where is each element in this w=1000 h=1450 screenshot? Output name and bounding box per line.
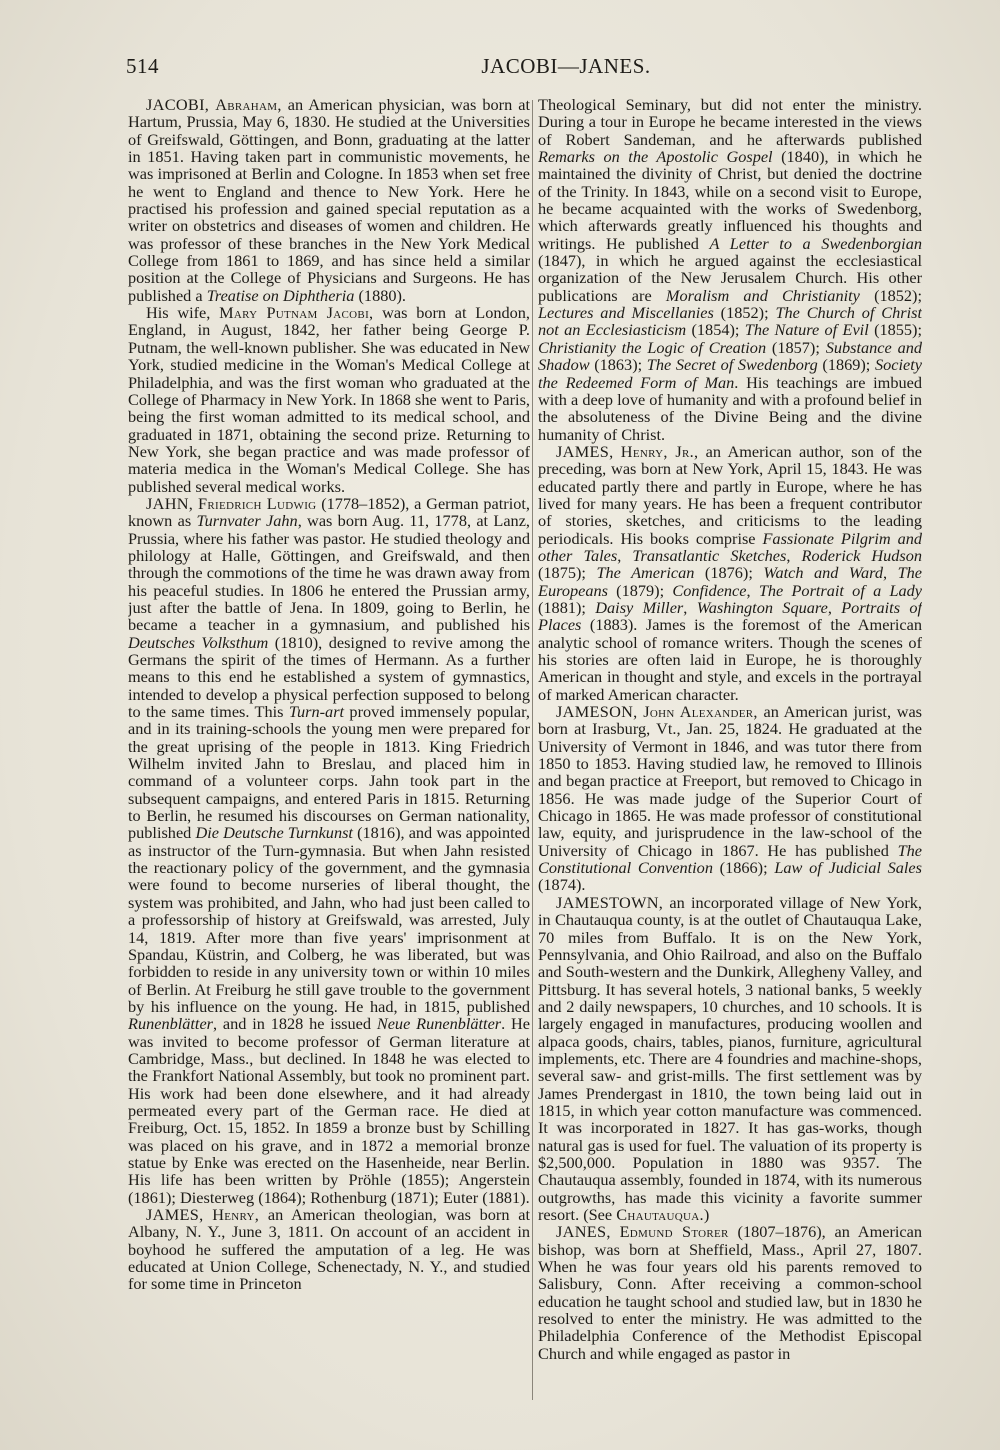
work-title: A Letter to a Swedenborgian — [709, 233, 922, 253]
work-title: Daisy Miller — [595, 597, 684, 617]
work-title: The Nature of Evil — [744, 320, 869, 340]
entry-text: , — [786, 545, 802, 565]
entry-text: (1880). — [354, 285, 406, 305]
entry-headword: JAMES, — [146, 1205, 204, 1224]
left-column — [128, 96, 530, 1420]
entry-name: Edmund Storer — [619, 1222, 729, 1242]
entry-text: proved immensely popular, and in its training-schools the young men were prepared for the great uprising of the people in 1813. King Friedrich Wilhelm invited Jahn to Breslau, and placed him in command of a volunteer corps. Jahn took part in the subsequent campaigns, and entered Paris in 1815. Returning to Berlin, he resumed his discourses on German nationality, published — [128, 702, 530, 843]
work-title: Die Deutsche Turnkunst — [195, 823, 353, 843]
entry-jahn — [128, 495, 530, 1206]
work-title: Law of Judicial Sales — [774, 858, 922, 878]
entry-text: (1810), designed to revive among the Germans the spirit of the times of Hermann. As a further means to this end he established a system of gymnastics, intended to develop a physical perfection supposed to belong to the same times. This — [128, 632, 530, 722]
work-title: Christianity the Logic of Creation — [538, 337, 767, 357]
work-title: Watch and Ward — [763, 563, 884, 583]
entry-text: (1807–1876), an American bishop, was born at Sheffield, Mass., April 27, 1807. When he was four years old his parents removed to Salisbury, Conn. After receiving a common-school education he taught school and studied law, but in 1830 he resolved to enter the ministry. He was admitted to the Philadelphia Conference of the Methodist Episcopal Church and while engaged as pastor in — [538, 1222, 922, 1363]
work-title: Lectures and Miscellanies — [538, 303, 714, 323]
entry-text: (1857); — [766, 337, 826, 357]
entry-text: (1840), in which he maintained the divinity of Christ, but denied the doctrine of the Trinity. In 1843, while on a second visit to Europe, he became acquainted with the works of Swedenborg, which afterwards greatly influenced his thoughts and writings. He published — [538, 147, 922, 253]
entry-text: (1852); — [859, 285, 922, 305]
entry-text: (1847), in which he argued against the ecclesiastical organization of the New Jerusalem Church. His other publications are — [538, 251, 922, 305]
work-title: Society the Redeemed Form of Man — [538, 355, 922, 392]
entry-text: (1816), and was appointed as instructor of the Turn-gymnasia. But when Jahn resisted the reactionary policy of the government, and the gymnasia were found to become nurseries of liberal thought, the system was prohibited, and Jahn, who had just been called to a professorship of history at Greifswald, was arrested, July 14, 1819. After more than five years' imprisonment at Spandau, Küstrin, and Colberg, he was liberated, but was forbidden to reside in any university town or within 10 miles of Berlin. At Freiburg he still gave trouble to the government by his influence on the young. He had, in 1815, published — [128, 823, 530, 1016]
entry-name: Henry, Jr., — [620, 441, 699, 461]
work-title: The Portrait of a Lady — [758, 580, 922, 600]
entry-text: (1866); — [712, 858, 775, 878]
entry-text: , — [683, 597, 697, 617]
entry-janes — [538, 1223, 922, 1362]
entry-text: (1854); — [686, 320, 745, 340]
entry-headword: JANES, — [556, 1222, 611, 1242]
entry-james-henry-jr — [538, 443, 922, 703]
entry-name: Friedrich Ludwig — [197, 493, 317, 513]
entry-text: Theological Seminary, but did not enter the ministry. During a tour in Europe he became interested in the views of Robert Sandeman, and he afterwards published — [538, 96, 922, 149]
entry-text: (1883). James is the foremost of the American analytic school of romance writers. Though the scenes of his stories are often laid in Europe, he is thoroughly American in thought and style, and excels in the portrayal of marked American character. — [538, 615, 922, 704]
entry-jacobi-wife — [128, 304, 530, 495]
work-title: Washington Square — [696, 597, 828, 617]
work-title: Neue Runenblätter — [376, 1014, 502, 1034]
work-title: Portraits of Places — [538, 597, 922, 635]
entry-text: , — [827, 597, 842, 617]
entry-name: John Alexander, — [643, 702, 758, 722]
work-title: Turnvater Jahn — [196, 511, 298, 531]
work-title: Runenblätter — [128, 1014, 214, 1034]
entry-name: Henry, — [212, 1205, 260, 1224]
right-column — [538, 96, 922, 1420]
work-title: Confidence — [672, 580, 747, 600]
work-title: The Secret of Swedenborg — [646, 355, 818, 375]
running-head: JACOBI—JANES. — [481, 54, 651, 78]
entry-jameson — [538, 703, 922, 894]
entry-text: (1875); — [538, 563, 597, 583]
entry-headword: JAMESON, — [556, 702, 638, 722]
entry-text: ) — [703, 1205, 710, 1224]
column-divider — [532, 100, 533, 1400]
page-header — [126, 54, 926, 88]
entry-text: , — [746, 580, 759, 600]
work-title: The American — [596, 563, 695, 583]
entry-text: an American physician, was born at Hartum, Prussia, May 6, 1830. He studied at the Universities of Greifswald, Göttingen, and Bonn, graduating at the latter in 1851. Having taken part in communistic movements, he was imprisoned at Berlin and Cologne. In 1853 when set free he went to England and thence to New York. Here he practised his profession and gained special reputation as a writer on obstetrics and diseases of women and children. He was professor of these branches in the New York Medical College from 1861 to 1869, and has since held a similar position at the College of Physicians and Surgeons. He has published a — [128, 96, 530, 305]
entry-text: an American jurist, was born at Irasburg, Vt., Jan. 25, 1824. He graduated at the University of Vermont in 1846, and was tutor there from 1850 to 1853. Having studied law, he removed to Illinois and began practice at Freeport, but removed to Chicago in 1856. He was made judge of the Superior Court of Chicago in 1865. He was made professor of constitutional law, equity, and jurisprudence in the law-school of the University of Chicago in 1867. He has published — [538, 702, 922, 860]
entry-headword: JAMES, — [556, 441, 614, 461]
entry-lead: His wife, — [146, 303, 220, 323]
entry-text: (1874). — [538, 875, 586, 895]
entry-text: an American author, son of the preceding, was born at New York, April 15, 1843. He was educated partly there and partly in Europe, where he has lived for many years. He has been a frequent contributor of stories, sketches, and criticisms to the leading periodicals. His books comprise — [538, 441, 922, 548]
work-title: The Constitutional Convention — [538, 840, 922, 878]
entry-text: (1879); — [607, 580, 673, 600]
work-title: Moralism and Christianity — [665, 285, 860, 305]
entry-jacobi — [128, 96, 530, 304]
cross-reference: Chautauqua. — [616, 1205, 704, 1224]
entry-text: (1869); — [817, 355, 875, 375]
entry-text: an incorporated village of New York, in Chautauqua county, is at the outlet of Chautauqua Lake, 70 miles from Buffalo. It is on the New York, Pennsylvania, and Ohio Railroad, and also on the Buffalo and South-western and the Dunkirk, Allegheny Valley, and Pittsburg. It has several hotels, 3 national banks, 5 weekly and 2 daily newspapers, 10 churches, and 10 schools. It is largely engaged in manufactures, producing woollen and alpaca goods, chairs, tables, pianos, furniture, agricultural implements, etc. There are 4 foundries and machine-shops, several saw- and grist-mills. The first settlement was by James Prendergast in 1810, the town being laid out in 1815, in which year cotton manufacture was commenced. It was incorporated in 1827. It has gas-works, though natural gas is used for fuel. The valuation of its property is $2,500,000. Population in 1880 was 9357. The Chautauqua assembly, founded in 1874, with its numerous outgrowths, has made this vicinity a favorite summer resort. (See — [538, 892, 922, 1224]
work-title: Remarks on the Apostolic Gospel — [538, 147, 773, 167]
work-title: The Europeans — [538, 563, 922, 600]
entry-jamestown — [538, 894, 922, 1224]
work-title: Transatlantic Sketches — [632, 545, 787, 565]
entry-text: (1876); — [694, 563, 764, 583]
entry-headword: JAMESTOWN, — [556, 892, 664, 912]
entry-text: . His teachings are imbued with a deep love of humanity and with a profound belief in the absoluteness of the Divine Being and the divine humanity of Christ. — [538, 372, 922, 444]
entry-text: , — [617, 545, 633, 565]
page-number: 514 — [126, 54, 159, 78]
work-title: The Church of Christ not an Ecclesiasticism — [538, 303, 922, 340]
entry-james-henry-sr-cont — [538, 96, 922, 443]
entry-text: , and in 1828 he issued — [213, 1014, 377, 1034]
entry-text: (1881); — [538, 597, 596, 617]
entry-text: was born at London, England, in August, 1842, her father being George P. Putnam, the well-known publisher. She was educated in New York, studied medicine in the Woman's Medical College at Philadelphia, and was the first woman who graduated at the College of Pharmacy in New York. In 1868 she went to Paris, being the first woman admitted to its medical school, and graduated in 1871, obtaining the second prize. Returning to New York, she began practice and was made professor of materia medica in the Woman's Medical College. She has published several medical works. — [128, 303, 530, 496]
work-title: Deutsches Volksthum — [128, 632, 269, 652]
entry-headword: JACOBI, — [146, 96, 210, 114]
work-title: Turn-art — [288, 702, 345, 722]
entry-text: an American theologian, was born at Albany, N. Y., June 3, 1811. On account of an accident in boyhood he suffered the amputation of a leg. He was educated at Union College, Schenectady, N. Y., and studied for some time in Princeton — [128, 1205, 530, 1294]
entry-text: (1855); — [868, 320, 922, 340]
entry-text: (1852); — [713, 303, 776, 323]
entry-text: , — [883, 563, 898, 583]
entry-james-henry-sr — [128, 1206, 530, 1293]
work-title: Roderick Hudson — [801, 545, 922, 565]
entry-text: (1863); — [589, 355, 647, 375]
entry-text: (1778–1852), a German patriot, known as — [128, 493, 530, 531]
entry-headword: JAHN, — [146, 493, 194, 513]
entry-name: Abraham, — [215, 96, 282, 114]
work-title: Substance and Shadow — [538, 337, 922, 375]
work-title: Treatise on Diphtheria — [206, 285, 355, 305]
entry-text: , was born Aug. 11, 1778, at Lanz, Prussia, where his father was pastor. He studied theology and philology at Halle, Göttingen, and Greifswald, and then through the commotions of the time he was drawn away from his peaceful studies. In 1806 he entered the Prussian army, just after the battle of Jena. In 1809, going to Berlin, he became a teacher in a gymnasium, and published his — [128, 511, 530, 635]
work-title: Fassionate Pilgrim and other Tales — [538, 528, 922, 565]
entry-name: Mary Putnam Jacobi, — [219, 303, 374, 323]
entry-text: . He was invited to become professor of German literature at Cambridge, Mass., but declined. In 1848 he was elected to the Frankfort National Assembly, but took no prominent part. His work had been done elsewhere, and it had already permeated every part of the German race. He died at Freiburg, Oct. 15, 1852. In 1859 a bronze bust by Schilling was placed on his grave, and in 1872 a memorial bronze statue by Enke was erected on the Hasenheide, near Berlin. His life has been written by Pröhle (1855); Angerstein (1861); Diesterweg (1864); Rothenburg (1871); Euter (1881). — [128, 1014, 530, 1207]
